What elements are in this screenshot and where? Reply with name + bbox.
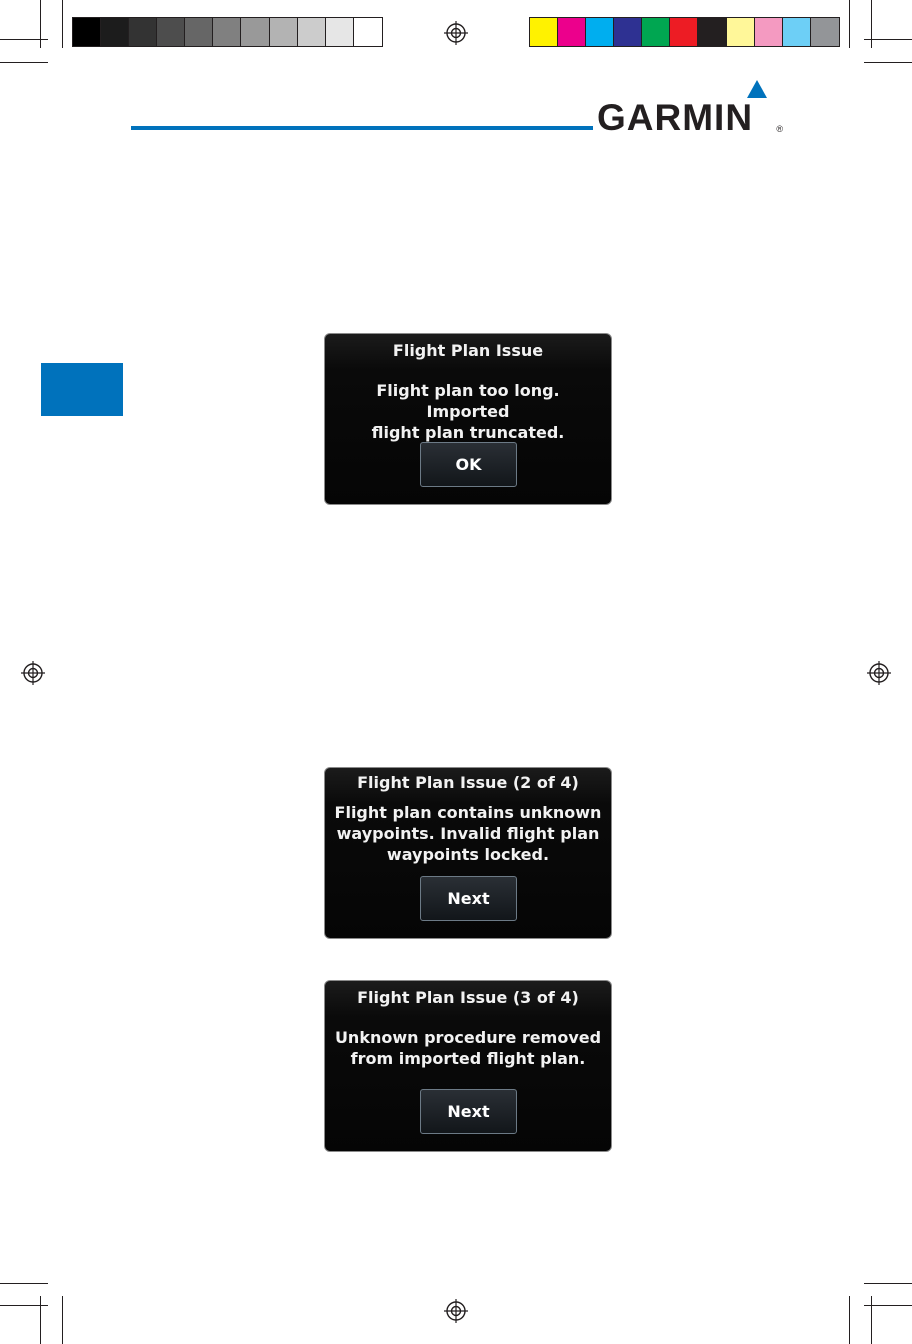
crop-mark bbox=[849, 0, 850, 48]
color-swatch bbox=[298, 18, 326, 46]
crop-mark bbox=[864, 1305, 912, 1306]
color-swatch bbox=[157, 18, 185, 46]
crop-mark bbox=[849, 1296, 850, 1344]
dialog-message-line: Unknown procedure removed bbox=[334, 1028, 602, 1047]
color-swatch bbox=[213, 18, 241, 46]
color-swatch bbox=[530, 18, 558, 46]
crop-mark bbox=[0, 62, 48, 63]
next-button[interactable]: Next bbox=[420, 1089, 517, 1134]
dialog-message bbox=[333, 380, 603, 443]
dialog-title: Flight Plan Issue bbox=[392, 341, 544, 360]
color-swatch bbox=[783, 18, 811, 46]
registration-target-icon bbox=[444, 21, 468, 45]
registration-target-icon bbox=[867, 661, 891, 685]
dialog-title: Flight Plan Issue (2 of 4) bbox=[357, 773, 579, 792]
crop-mark bbox=[871, 1296, 872, 1344]
dialog-message-line: Flight plan contains unknown bbox=[334, 803, 602, 822]
color-swatch bbox=[101, 18, 129, 46]
color-swatch bbox=[354, 18, 382, 46]
crop-mark bbox=[62, 1296, 63, 1344]
flight-plan-issue-dialog bbox=[324, 980, 612, 1152]
color-swatch bbox=[642, 18, 670, 46]
ok-button[interactable]: OK bbox=[420, 442, 517, 487]
crop-mark bbox=[40, 1296, 41, 1344]
dialog-title: Flight Plan Issue (3 of 4) bbox=[357, 988, 579, 1007]
dialog-message bbox=[333, 1027, 603, 1069]
chapter-tab bbox=[41, 363, 123, 416]
color-swatch bbox=[698, 18, 726, 46]
crop-mark bbox=[864, 1283, 912, 1284]
color-swatch bbox=[558, 18, 586, 46]
color-swatch bbox=[727, 18, 755, 46]
color-swatch bbox=[326, 18, 354, 46]
color-swatch bbox=[73, 18, 101, 46]
flight-plan-issue-dialog bbox=[324, 767, 612, 939]
logo-triangle-icon bbox=[747, 80, 767, 98]
color-swatch bbox=[811, 18, 839, 46]
next-button[interactable]: Next bbox=[420, 876, 517, 921]
flight-plan-issue-dialog bbox=[324, 333, 612, 505]
dialog-message-line: flight plan truncated. bbox=[371, 423, 565, 442]
color-swatch bbox=[755, 18, 783, 46]
registered-mark: ® bbox=[776, 124, 783, 134]
color-swatch bbox=[270, 18, 298, 46]
color-swatch bbox=[670, 18, 698, 46]
process-color-bar bbox=[529, 17, 840, 47]
header-rule bbox=[131, 126, 593, 130]
color-swatch bbox=[129, 18, 157, 46]
dialog-message bbox=[333, 802, 603, 865]
registration-target-icon bbox=[21, 661, 45, 685]
logo-text: GARMIN bbox=[597, 97, 754, 138]
color-swatch bbox=[241, 18, 269, 46]
crop-mark bbox=[0, 1305, 48, 1306]
color-swatch bbox=[185, 18, 213, 46]
dialog-message-line: waypoints. Invalid flight plan bbox=[336, 824, 600, 843]
crop-mark bbox=[40, 0, 41, 48]
garmin-logo bbox=[597, 78, 783, 136]
crop-mark bbox=[864, 62, 912, 63]
color-swatch bbox=[614, 18, 642, 46]
grayscale-color-bar bbox=[72, 17, 383, 47]
crop-mark bbox=[62, 0, 63, 48]
color-swatch bbox=[586, 18, 614, 46]
dialog-message-line: Flight plan too long. Imported bbox=[376, 381, 560, 421]
dialog-message-line: from imported flight plan. bbox=[350, 1049, 586, 1068]
crop-mark bbox=[871, 0, 872, 48]
crop-mark bbox=[0, 1283, 48, 1284]
registration-target-icon bbox=[444, 1299, 468, 1323]
dialog-message-line: waypoints locked. bbox=[386, 845, 550, 864]
